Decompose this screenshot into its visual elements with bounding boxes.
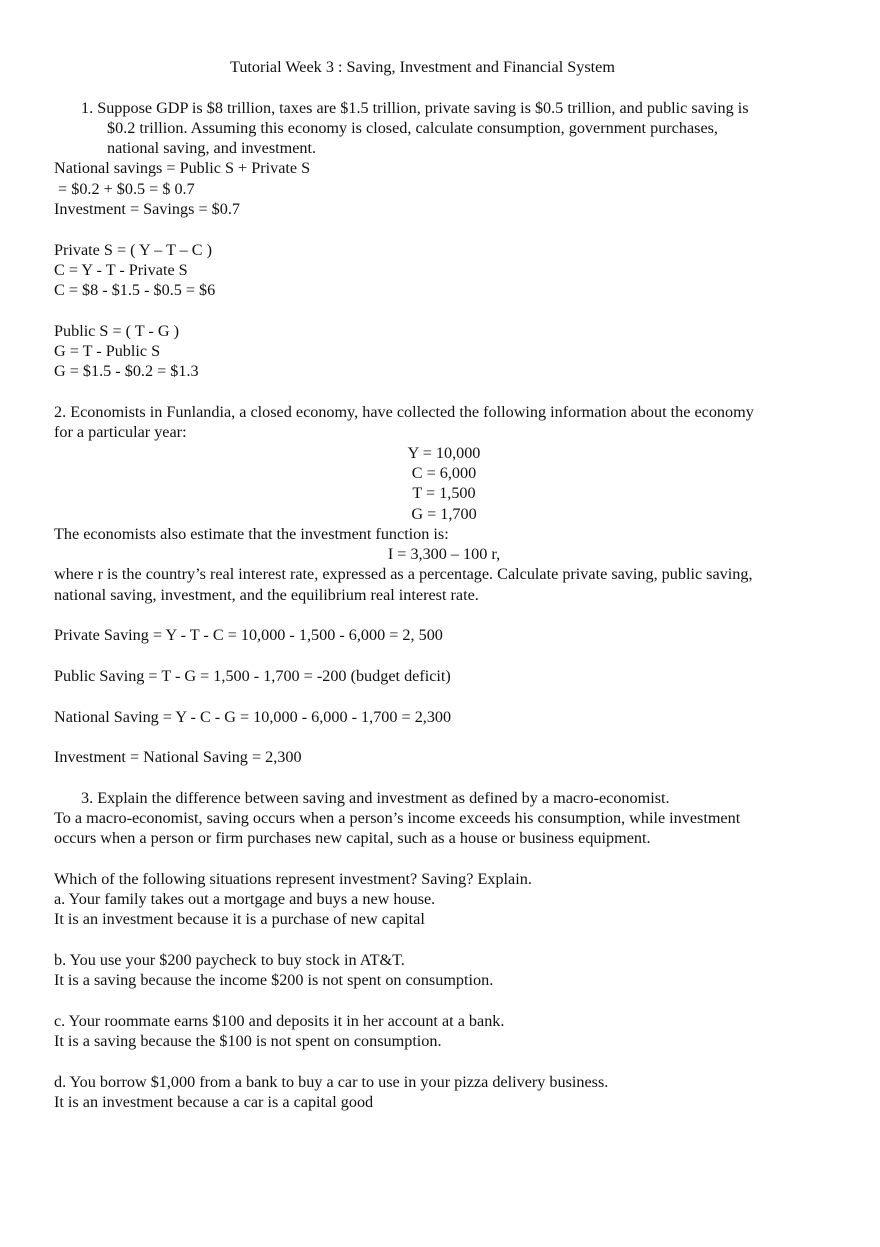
q3-b-question: b. You use your $200 paycheck to buy stock in AT&T. [54,951,405,970]
document-page [54,57,834,1112]
q1-national-line-3: Investment = Savings = $0.7 [54,200,240,219]
q1-national-line-2: = $0.2 + $0.5 = $ 0.7 [54,179,195,198]
q3-c-answer: It is a saving because the $100 is not spent on consumption. [54,1032,442,1051]
q3-prompt: Which of the following situations represent investment? Saving? Explain. [54,869,532,888]
q1-question-line-2: $0.2 trillion. Assuming this economy is closed, calculate consumption, government purchases, [107,118,718,137]
q3-a-question: a. Your family takes out a mortgage and buys a new house. [54,890,436,909]
q3-a-answer: It is an investment because it is a purchase of new capital [54,910,425,929]
q3-question: 3. Explain the difference between saving and investment as defined by a macro-economist. [81,788,670,807]
q1-question-line-1: 1. Suppose GDP is $8 trillion, taxes are $1.5 trillion, private saving is $0.5 trillion, and public saving is [81,98,749,117]
q2-value-t: T = 1,500 [412,484,476,503]
q2-question-line-2: for a particular year: [54,423,187,442]
q1-private-line-2: C = Y - T - Private S [54,260,188,279]
q3-c-question: c. Your roommate earns $100 and deposits it in her account at a bank. [54,1011,505,1030]
q3-b-answer: It is a saving because the income $200 is not spent on consumption. [54,971,494,990]
q2-value-c: C = 6,000 [411,463,477,482]
q2-investment: Investment = National Saving = 2,300 [54,748,302,767]
q2-value-g: G = 1,700 [411,504,477,523]
q1-public-line-3: G = $1.5 - $0.2 = $1.3 [54,362,199,381]
q2-investment-intro: The economists also estimate that the investment function is: [54,524,449,543]
q2-instruction-line-2: national saving, investment, and the equilibrium real interest rate. [54,585,479,604]
q3-d-question: d. You borrow $1,000 from a bank to buy a car to use in your pizza delivery business. [54,1072,609,1091]
q2-investment-function: I = 3,300 – 100 r, [387,545,501,564]
page-title: Tutorial Week 3 : Saving, Investment and Financial System [230,58,615,76]
q3-answer-line-1: To a macro-economist, saving occurs when a person’s income exceeds his consumption, while investment [54,808,741,827]
q3-answer-line-2: occurs when a person or firm purchases new capital, such as a house or business equipment. [54,829,651,848]
q1-private-line-3: C = $8 - $1.5 - $0.5 = $6 [54,281,216,300]
q2-public-saving: Public Saving = T - G = 1,500 - 1,700 = -200 (budget deficit) [54,666,451,685]
q2-national-saving: National Saving = Y - C - G = 10,000 - 6,000 - 1,700 = 2,300 [54,707,452,726]
q1-public-line-2: G = T - Public S [54,342,161,361]
q2-instruction-line-1: where r is the country’s real interest rate, expressed as a percentage. Calculate private saving, public saving, [54,565,753,584]
q3-d-answer: It is an investment because a car is a capital good [54,1093,374,1112]
q1-public-line-1: Public S = ( T - G ) [54,321,179,340]
q2-question-line-1: 2. Economists in Funlandia, a closed economy, have collected the following information about the economy [54,403,754,422]
q2-private-saving: Private Saving = Y - T - C = 10,000 - 1,500 - 6,000 = 2, 500 [54,626,443,645]
q1-question-line-3: national saving, and investment. [107,139,317,158]
q1-private-line-1: Private S = ( Y – T – C ) [54,240,212,259]
q2-value-y: Y = 10,000 [407,443,481,462]
q1-national-line-1: National savings = Public S + Private S [54,159,311,178]
